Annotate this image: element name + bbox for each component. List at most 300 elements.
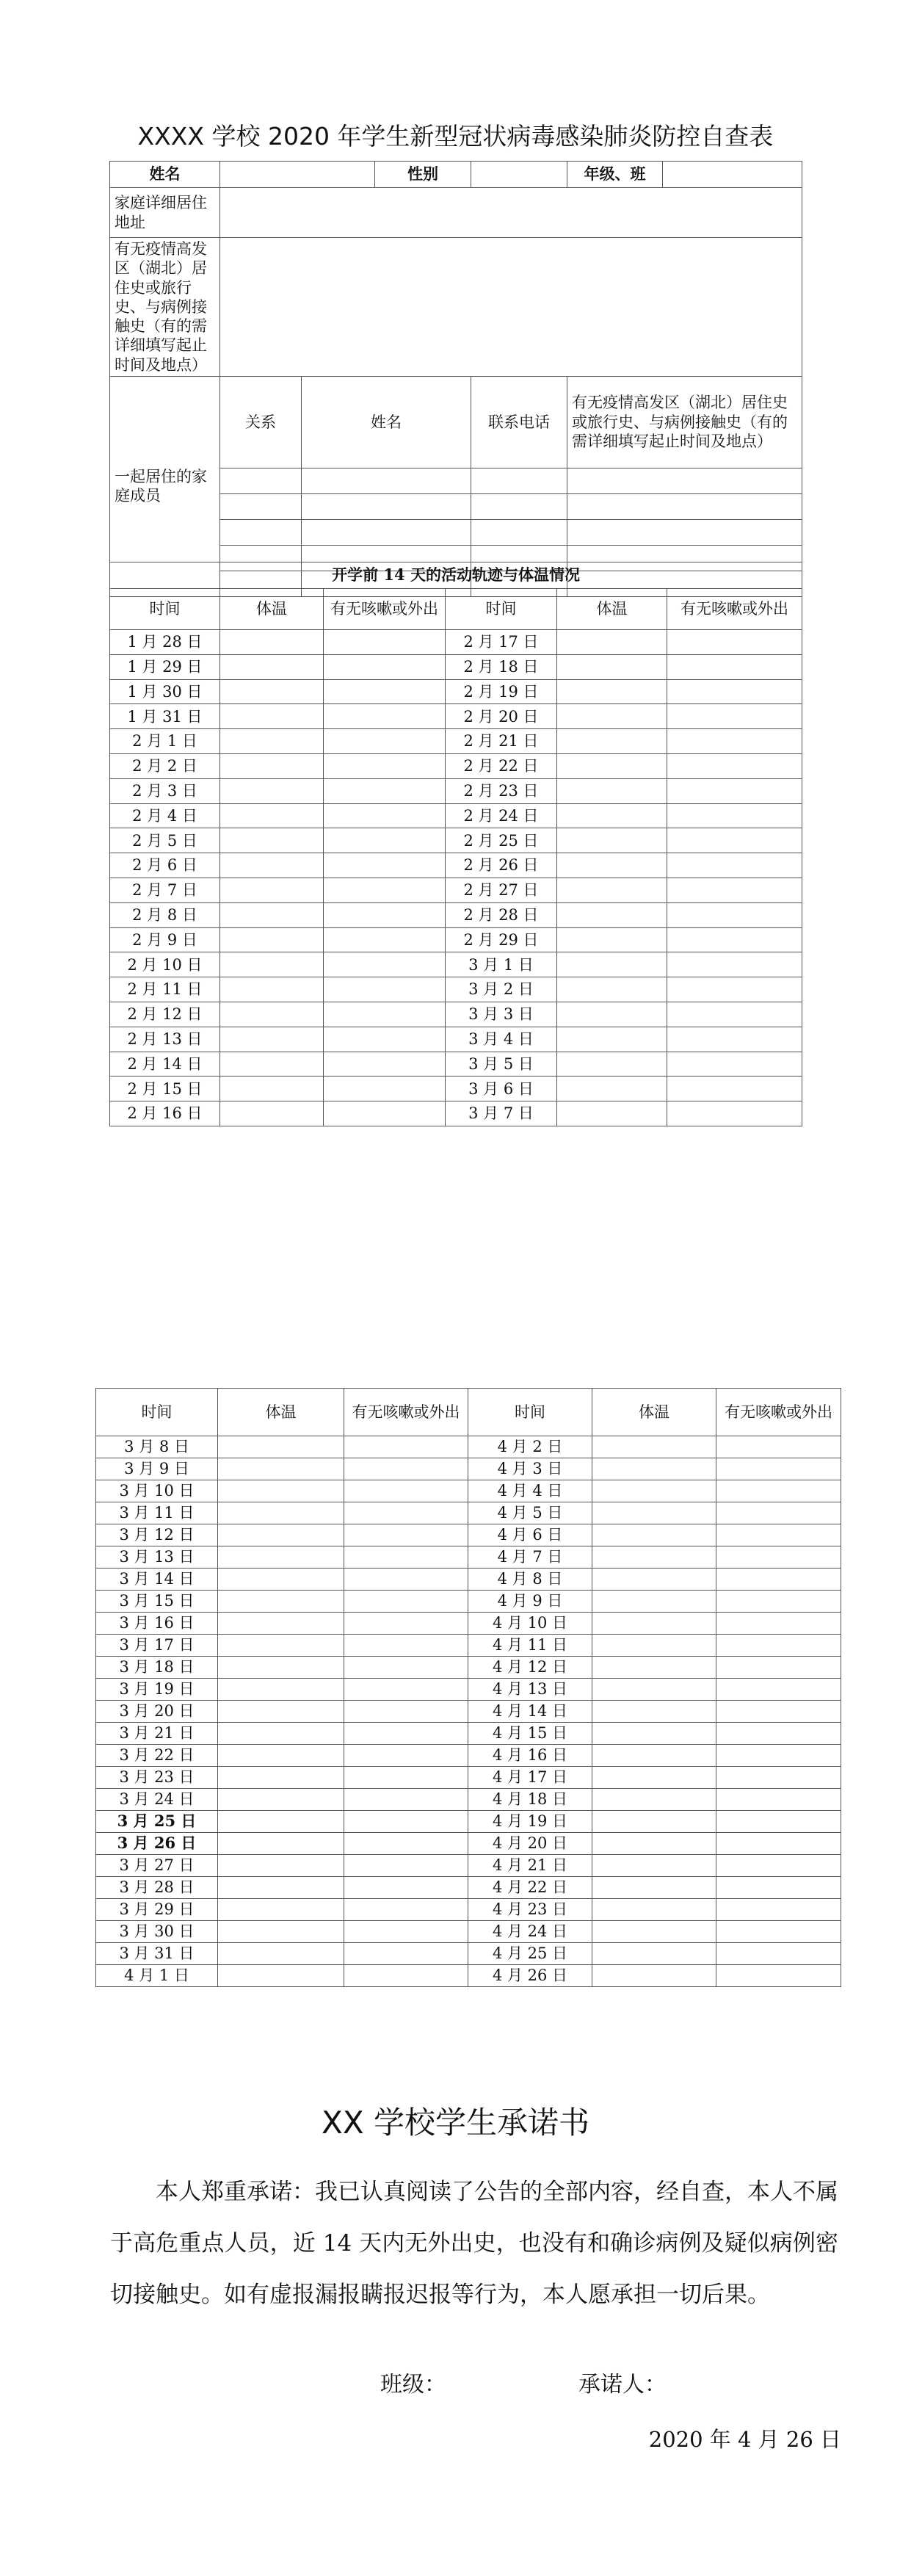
entry-cell[interactable] xyxy=(218,1767,344,1789)
table-row xyxy=(96,1833,841,1855)
entry-cell[interactable] xyxy=(592,1943,716,1965)
entry-cell[interactable] xyxy=(592,1767,716,1789)
date-cell: 2 月 14 日 xyxy=(110,1052,220,1077)
entry-cell[interactable] xyxy=(344,1657,468,1679)
date-cell: 3 月 24 日 xyxy=(96,1789,218,1811)
date-cell: 3 月 26 日 xyxy=(96,1833,218,1855)
entry-cell[interactable] xyxy=(716,1436,841,1458)
date-cell: 4 月 3 日 xyxy=(468,1458,592,1480)
entry-cell[interactable] xyxy=(220,828,324,853)
entry-cell[interactable] xyxy=(218,1480,344,1502)
date-cell: 3 月 17 日 xyxy=(96,1635,218,1657)
entry-cell[interactable] xyxy=(218,1877,344,1899)
entry-cell[interactable] xyxy=(557,679,667,704)
entry-cell[interactable] xyxy=(324,704,446,729)
date-cell: 2 月 8 日 xyxy=(110,902,220,927)
entry-cell[interactable] xyxy=(592,1436,716,1458)
entry-cell[interactable] xyxy=(667,902,802,927)
name-field[interactable] xyxy=(220,162,375,188)
col-temp: 体温 xyxy=(218,1389,344,1436)
date-cell: 3 月 22 日 xyxy=(96,1745,218,1767)
date-cell: 2 月 1 日 xyxy=(110,729,220,754)
date-cell: 4 月 14 日 xyxy=(468,1701,592,1723)
entry-cell[interactable] xyxy=(557,902,667,927)
table-row xyxy=(96,1480,841,1502)
entry-cell[interactable] xyxy=(220,878,324,902)
entry-cell[interactable] xyxy=(667,753,802,778)
entry-cell[interactable] xyxy=(324,803,446,828)
entry-cell[interactable] xyxy=(716,1877,841,1899)
entry-cell[interactable] xyxy=(220,729,324,754)
date-cell: 1 月 28 日 xyxy=(110,630,220,655)
entry-cell[interactable] xyxy=(220,1077,324,1101)
entry-cell[interactable] xyxy=(344,1613,468,1635)
entry-cell[interactable] xyxy=(218,1965,344,1987)
entry-cell[interactable] xyxy=(220,654,324,679)
date-cell: 4 月 23 日 xyxy=(468,1899,592,1921)
family-label: 一起居住的家庭成员 xyxy=(110,376,220,596)
date-cell: 3 月 8 日 xyxy=(96,1436,218,1458)
entry-cell[interactable] xyxy=(218,1569,344,1591)
col-time: 时间 xyxy=(96,1389,218,1436)
entry-cell[interactable] xyxy=(220,1002,324,1027)
entry-cell[interactable] xyxy=(667,778,802,803)
date-cell: 3 月 12 日 xyxy=(96,1524,218,1546)
entry-cell[interactable] xyxy=(716,1569,841,1591)
date-cell: 3 月 29 日 xyxy=(96,1899,218,1921)
table-row xyxy=(96,1436,841,1458)
entry-cell[interactable] xyxy=(557,977,667,1002)
date-cell: 3 月 2 日 xyxy=(446,977,557,1002)
entry-cell[interactable] xyxy=(557,778,667,803)
entry-cell[interactable] xyxy=(324,679,446,704)
entry-cell[interactable] xyxy=(716,1679,841,1701)
entry-cell[interactable] xyxy=(716,1833,841,1855)
entry-cell[interactable] xyxy=(344,1767,468,1789)
entry-cell[interactable] xyxy=(344,1701,468,1723)
entry-cell[interactable] xyxy=(667,704,802,729)
entry-cell[interactable] xyxy=(716,1546,841,1569)
date-cell: 2 月 6 日 xyxy=(110,853,220,878)
entry-cell[interactable] xyxy=(716,1591,841,1613)
date-cell: 4 月 6 日 xyxy=(468,1524,592,1546)
date-cell: 4 月 20 日 xyxy=(468,1833,592,1855)
date-cell: 4 月 11 日 xyxy=(468,1635,592,1657)
entry-cell[interactable] xyxy=(218,1546,344,1569)
entry-cell[interactable] xyxy=(592,1569,716,1591)
entry-cell[interactable] xyxy=(218,1436,344,1458)
grade-label: 年级、班 xyxy=(567,162,663,188)
date-cell: 2 月 15 日 xyxy=(110,1077,220,1101)
date-cell: 4 月 15 日 xyxy=(468,1723,592,1745)
date-cell: 3 月 18 日 xyxy=(96,1657,218,1679)
entry-cell[interactable] xyxy=(557,1002,667,1027)
table-row xyxy=(96,1811,841,1833)
table-row xyxy=(96,1745,841,1767)
entry-cell[interactable] xyxy=(667,729,802,754)
entry-cell[interactable] xyxy=(220,1027,324,1052)
entry-cell[interactable] xyxy=(557,878,667,902)
entry-cell[interactable] xyxy=(344,1855,468,1877)
entry-cell[interactable] xyxy=(218,1591,344,1613)
date-cell: 2 月 21 日 xyxy=(446,729,557,754)
signer-label: 承诺人： xyxy=(578,2372,667,2398)
entry-cell[interactable] xyxy=(218,1679,344,1701)
entry-cell[interactable] xyxy=(716,1767,841,1789)
date-cell: 3 月 6 日 xyxy=(446,1077,557,1101)
entry-cell[interactable] xyxy=(557,927,667,952)
table-row xyxy=(96,1877,841,1899)
entry-cell[interactable] xyxy=(716,1899,841,1921)
entry-cell[interactable] xyxy=(667,1077,802,1101)
entry-cell[interactable] xyxy=(218,1502,344,1524)
entry-cell[interactable] xyxy=(344,1965,468,1987)
entry-cell[interactable] xyxy=(667,828,802,853)
entry-cell[interactable] xyxy=(716,1458,841,1480)
entry-cell[interactable] xyxy=(218,1921,344,1943)
table-row xyxy=(110,778,802,803)
entry-cell[interactable] xyxy=(592,1635,716,1657)
entry-cell[interactable] xyxy=(324,977,446,1002)
table-row xyxy=(96,1524,841,1546)
entry-cell[interactable] xyxy=(324,927,446,952)
entry-cell[interactable] xyxy=(667,1101,802,1126)
entry-cell[interactable] xyxy=(324,1101,446,1126)
entry-cell[interactable] xyxy=(324,1027,446,1052)
grade-field[interactable] xyxy=(663,162,802,188)
date-cell: 3 月 1 日 xyxy=(446,952,557,977)
entry-cell[interactable] xyxy=(592,1745,716,1767)
entry-cell[interactable] xyxy=(716,1789,841,1811)
entry-cell[interactable] xyxy=(344,1480,468,1502)
pledge-date: 2020 年 4 月 26 日 xyxy=(648,2427,841,2452)
entry-cell[interactable] xyxy=(324,902,446,927)
table-row xyxy=(96,1569,841,1591)
date-cell: 3 月 4 日 xyxy=(446,1027,557,1052)
entry-cell[interactable] xyxy=(344,1899,468,1921)
entry-cell[interactable] xyxy=(592,1811,716,1833)
entry-cell[interactable] xyxy=(557,1027,667,1052)
entry-cell[interactable] xyxy=(716,1502,841,1524)
date-cell: 2 月 27 日 xyxy=(446,878,557,902)
table-row xyxy=(96,1679,841,1701)
entry-cell[interactable] xyxy=(592,1679,716,1701)
table-row xyxy=(110,704,802,729)
date-cell: 4 月 1 日 xyxy=(96,1965,218,1987)
entry-cell[interactable] xyxy=(344,1723,468,1745)
entry-cell[interactable] xyxy=(220,1052,324,1077)
date-cell: 2 月 25 日 xyxy=(446,828,557,853)
entry-cell[interactable] xyxy=(592,1657,716,1679)
entry-cell[interactable] xyxy=(344,1789,468,1811)
entry-cell[interactable] xyxy=(324,952,446,977)
entry-cell[interactable] xyxy=(218,1833,344,1855)
gender-label: 性别 xyxy=(375,162,471,188)
entry-cell[interactable] xyxy=(218,1745,344,1767)
entry-cell[interactable] xyxy=(218,1789,344,1811)
date-cell: 4 月 8 日 xyxy=(468,1569,592,1591)
entry-cell[interactable] xyxy=(220,778,324,803)
entry-cell[interactable] xyxy=(716,1613,841,1635)
entry-cell[interactable] xyxy=(667,878,802,902)
date-cell: 2 月 22 日 xyxy=(446,753,557,778)
entry-cell[interactable] xyxy=(218,1811,344,1833)
date-cell: 4 月 13 日 xyxy=(468,1679,592,1701)
entry-cell[interactable] xyxy=(324,654,446,679)
entry-cell[interactable] xyxy=(220,902,324,927)
entry-cell[interactable] xyxy=(716,1811,841,1833)
date-cell: 2 月 2 日 xyxy=(110,753,220,778)
entry-cell[interactable] xyxy=(324,1002,446,1027)
info-table xyxy=(109,161,802,597)
date-cell: 3 月 3 日 xyxy=(446,1002,557,1027)
table-row xyxy=(110,853,802,878)
entry-cell[interactable] xyxy=(557,704,667,729)
entry-cell[interactable] xyxy=(344,1745,468,1767)
entry-cell[interactable] xyxy=(324,1077,446,1101)
table-row xyxy=(96,1591,841,1613)
date-cell: 1 月 31 日 xyxy=(110,704,220,729)
entry-cell[interactable] xyxy=(218,1458,344,1480)
entry-cell[interactable] xyxy=(592,1458,716,1480)
date-cell: 3 月 15 日 xyxy=(96,1591,218,1613)
entry-cell[interactable] xyxy=(344,1635,468,1657)
entry-cell[interactable] xyxy=(557,753,667,778)
entry-cell[interactable] xyxy=(557,853,667,878)
entry-cell[interactable] xyxy=(667,1052,802,1077)
entry-cell[interactable] xyxy=(592,1921,716,1943)
entry-cell[interactable] xyxy=(324,878,446,902)
gender-field[interactable] xyxy=(471,162,567,188)
entry-cell[interactable] xyxy=(218,1657,344,1679)
entry-cell[interactable] xyxy=(592,1965,716,1987)
entry-cell[interactable] xyxy=(218,1524,344,1546)
entry-cell[interactable] xyxy=(667,927,802,952)
table-row xyxy=(96,1458,841,1480)
entry-cell[interactable] xyxy=(324,778,446,803)
entry-cell[interactable] xyxy=(592,1591,716,1613)
date-cell: 2 月 28 日 xyxy=(446,902,557,927)
entry-cell[interactable] xyxy=(324,1052,446,1077)
entry-cell[interactable] xyxy=(324,828,446,853)
entry-cell[interactable] xyxy=(344,1679,468,1701)
entry-cell[interactable] xyxy=(667,952,802,977)
entry-cell[interactable] xyxy=(220,704,324,729)
entry-cell[interactable] xyxy=(592,1613,716,1635)
date-cell: 4 月 17 日 xyxy=(468,1767,592,1789)
date-cell: 1 月 30 日 xyxy=(110,679,220,704)
entry-cell[interactable] xyxy=(557,654,667,679)
family-col-relation: 关系 xyxy=(220,376,302,468)
entry-cell[interactable] xyxy=(716,1701,841,1723)
date-cell: 3 月 31 日 xyxy=(96,1943,218,1965)
date-cell: 4 月 5 日 xyxy=(468,1502,592,1524)
table-row xyxy=(110,1052,802,1077)
col-temp: 体温 xyxy=(557,589,667,630)
entry-cell[interactable] xyxy=(218,1635,344,1657)
family-col-name: 姓名 xyxy=(302,376,471,468)
family-col-history: 有无疫情高发区（湖北）居住史或旅行史、与病例接触史（有的需详细填写起止时间及地点） xyxy=(567,376,802,468)
date-cell: 2 月 23 日 xyxy=(446,778,557,803)
table-row xyxy=(96,1635,841,1657)
date-cell: 4 月 9 日 xyxy=(468,1591,592,1613)
entry-cell[interactable] xyxy=(667,654,802,679)
form-title: XXXX 学校 2020 年学生新型冠状病毒感染肺炎防控自查表 xyxy=(137,122,774,151)
table-row xyxy=(110,630,802,655)
col-time: 时间 xyxy=(446,589,557,630)
date-cell: 3 月 25 日 xyxy=(96,1811,218,1833)
entry-cell[interactable] xyxy=(557,1077,667,1101)
entry-cell[interactable] xyxy=(324,753,446,778)
table-row xyxy=(110,729,802,754)
entry-cell[interactable] xyxy=(716,1657,841,1679)
entry-cell[interactable] xyxy=(716,1480,841,1502)
entry-cell[interactable] xyxy=(218,1723,344,1745)
entry-cell[interactable] xyxy=(592,1877,716,1899)
entry-cell[interactable] xyxy=(344,1591,468,1613)
date-cell: 2 月 10 日 xyxy=(110,952,220,977)
entry-cell[interactable] xyxy=(220,679,324,704)
date-cell: 2 月 19 日 xyxy=(446,679,557,704)
date-cell: 4 月 26 日 xyxy=(468,1965,592,1987)
entry-cell[interactable] xyxy=(218,1701,344,1723)
entry-cell[interactable] xyxy=(592,1833,716,1855)
entry-cell[interactable] xyxy=(344,1943,468,1965)
entry-cell[interactable] xyxy=(220,803,324,828)
date-cell: 4 月 21 日 xyxy=(468,1855,592,1877)
entry-cell[interactable] xyxy=(667,679,802,704)
entry-cell[interactable] xyxy=(592,1524,716,1546)
entry-cell[interactable] xyxy=(557,952,667,977)
date-cell: 3 月 13 日 xyxy=(96,1546,218,1569)
entry-cell[interactable] xyxy=(716,1524,841,1546)
entry-cell[interactable] xyxy=(344,1502,468,1524)
table-row xyxy=(96,1965,841,1987)
date-cell: 2 月 3 日 xyxy=(110,778,220,803)
entry-cell[interactable] xyxy=(667,977,802,1002)
entry-cell[interactable] xyxy=(344,1811,468,1833)
date-cell: 2 月 11 日 xyxy=(110,977,220,1002)
entry-cell[interactable] xyxy=(324,853,446,878)
table-row xyxy=(110,828,802,853)
table-row xyxy=(110,654,802,679)
entry-cell[interactable] xyxy=(667,853,802,878)
date-cell: 3 月 27 日 xyxy=(96,1855,218,1877)
entry-cell[interactable] xyxy=(218,1899,344,1921)
table-row xyxy=(110,977,802,1002)
entry-cell[interactable] xyxy=(557,729,667,754)
pledge-body: 本人郑重承诺：我已认真阅读了公告的全部内容，经自查，本人不属于高危重点人员，近 14 天内无外出史，也没有和确诊病例及疑似病例密切接触史。如有虚报漏报瞒报迟报等行为，本人愿承担一切后果。 xyxy=(110,2179,838,2308)
table-row xyxy=(110,1027,802,1052)
entry-cell[interactable] xyxy=(557,803,667,828)
address-field[interactable] xyxy=(220,188,802,238)
history-field[interactable] xyxy=(220,238,802,377)
col-time: 时间 xyxy=(110,589,220,630)
entry-cell[interactable] xyxy=(592,1480,716,1502)
date-cell: 2 月 9 日 xyxy=(110,927,220,952)
entry-cell[interactable] xyxy=(667,630,802,655)
entry-cell[interactable] xyxy=(344,1458,468,1480)
entry-cell[interactable] xyxy=(667,1027,802,1052)
entry-cell[interactable] xyxy=(324,729,446,754)
table-row xyxy=(96,1855,841,1877)
entry-cell[interactable] xyxy=(716,1965,841,1987)
entry-cell[interactable] xyxy=(220,977,324,1002)
date-cell: 2 月 4 日 xyxy=(110,803,220,828)
table-row xyxy=(96,1613,841,1635)
entry-cell[interactable] xyxy=(716,1635,841,1657)
entry-cell[interactable] xyxy=(716,1723,841,1745)
entry-cell[interactable] xyxy=(557,630,667,655)
entry-cell[interactable] xyxy=(220,1101,324,1126)
entry-cell[interactable] xyxy=(344,1436,468,1458)
date-cell: 2 月 7 日 xyxy=(110,878,220,902)
date-cell: 3 月 11 日 xyxy=(96,1502,218,1524)
entry-cell[interactable] xyxy=(220,952,324,977)
date-cell: 3 月 16 日 xyxy=(96,1613,218,1635)
address-label: 家庭详细居住地址 xyxy=(110,188,220,238)
date-cell: 2 月 29 日 xyxy=(446,927,557,952)
entry-cell[interactable] xyxy=(220,630,324,655)
entry-cell[interactable] xyxy=(344,1877,468,1899)
entry-cell[interactable] xyxy=(592,1723,716,1745)
date-cell: 3 月 20 日 xyxy=(96,1701,218,1723)
entry-cell[interactable] xyxy=(716,1855,841,1877)
col-temp: 体温 xyxy=(592,1389,716,1436)
entry-cell[interactable] xyxy=(667,1002,802,1027)
pledge-title: XX 学校学生承诺书 xyxy=(322,2105,589,2141)
date-cell: 3 月 30 日 xyxy=(96,1921,218,1943)
entry-cell[interactable] xyxy=(592,1502,716,1524)
date-cell: 4 月 22 日 xyxy=(468,1877,592,1899)
entry-cell[interactable] xyxy=(218,1943,344,1965)
entry-cell[interactable] xyxy=(344,1546,468,1569)
date-cell: 4 月 25 日 xyxy=(468,1943,592,1965)
date-cell: 4 月 10 日 xyxy=(468,1613,592,1635)
entry-cell[interactable] xyxy=(557,1101,667,1126)
table-row xyxy=(96,1767,841,1789)
entry-cell[interactable] xyxy=(218,1613,344,1635)
entry-cell[interactable] xyxy=(324,630,446,655)
entry-cell[interactable] xyxy=(592,1855,716,1877)
table-row xyxy=(96,1723,841,1745)
entry-cell[interactable] xyxy=(220,853,324,878)
entry-cell[interactable] xyxy=(592,1546,716,1569)
entry-cell[interactable] xyxy=(344,1833,468,1855)
entry-cell[interactable] xyxy=(592,1701,716,1723)
entry-cell[interactable] xyxy=(716,1943,841,1965)
entry-cell[interactable] xyxy=(716,1921,841,1943)
entry-cell[interactable] xyxy=(218,1855,344,1877)
entry-cell[interactable] xyxy=(344,1569,468,1591)
entry-cell[interactable] xyxy=(220,753,324,778)
entry-cell[interactable] xyxy=(592,1789,716,1811)
date-cell: 2 月 20 日 xyxy=(446,704,557,729)
table-row xyxy=(96,1899,841,1921)
table-row xyxy=(96,1657,841,1679)
entry-cell[interactable] xyxy=(220,927,324,952)
entry-cell[interactable] xyxy=(557,1052,667,1077)
entry-cell[interactable] xyxy=(716,1745,841,1767)
table-row xyxy=(110,878,802,902)
entry-cell[interactable] xyxy=(592,1899,716,1921)
col-cough: 有无咳嗽或外出 xyxy=(324,589,446,630)
entry-cell[interactable] xyxy=(667,803,802,828)
entry-cell[interactable] xyxy=(557,828,667,853)
entry-cell[interactable] xyxy=(344,1921,468,1943)
entry-cell[interactable] xyxy=(344,1524,468,1546)
date-cell: 4 月 19 日 xyxy=(468,1811,592,1833)
